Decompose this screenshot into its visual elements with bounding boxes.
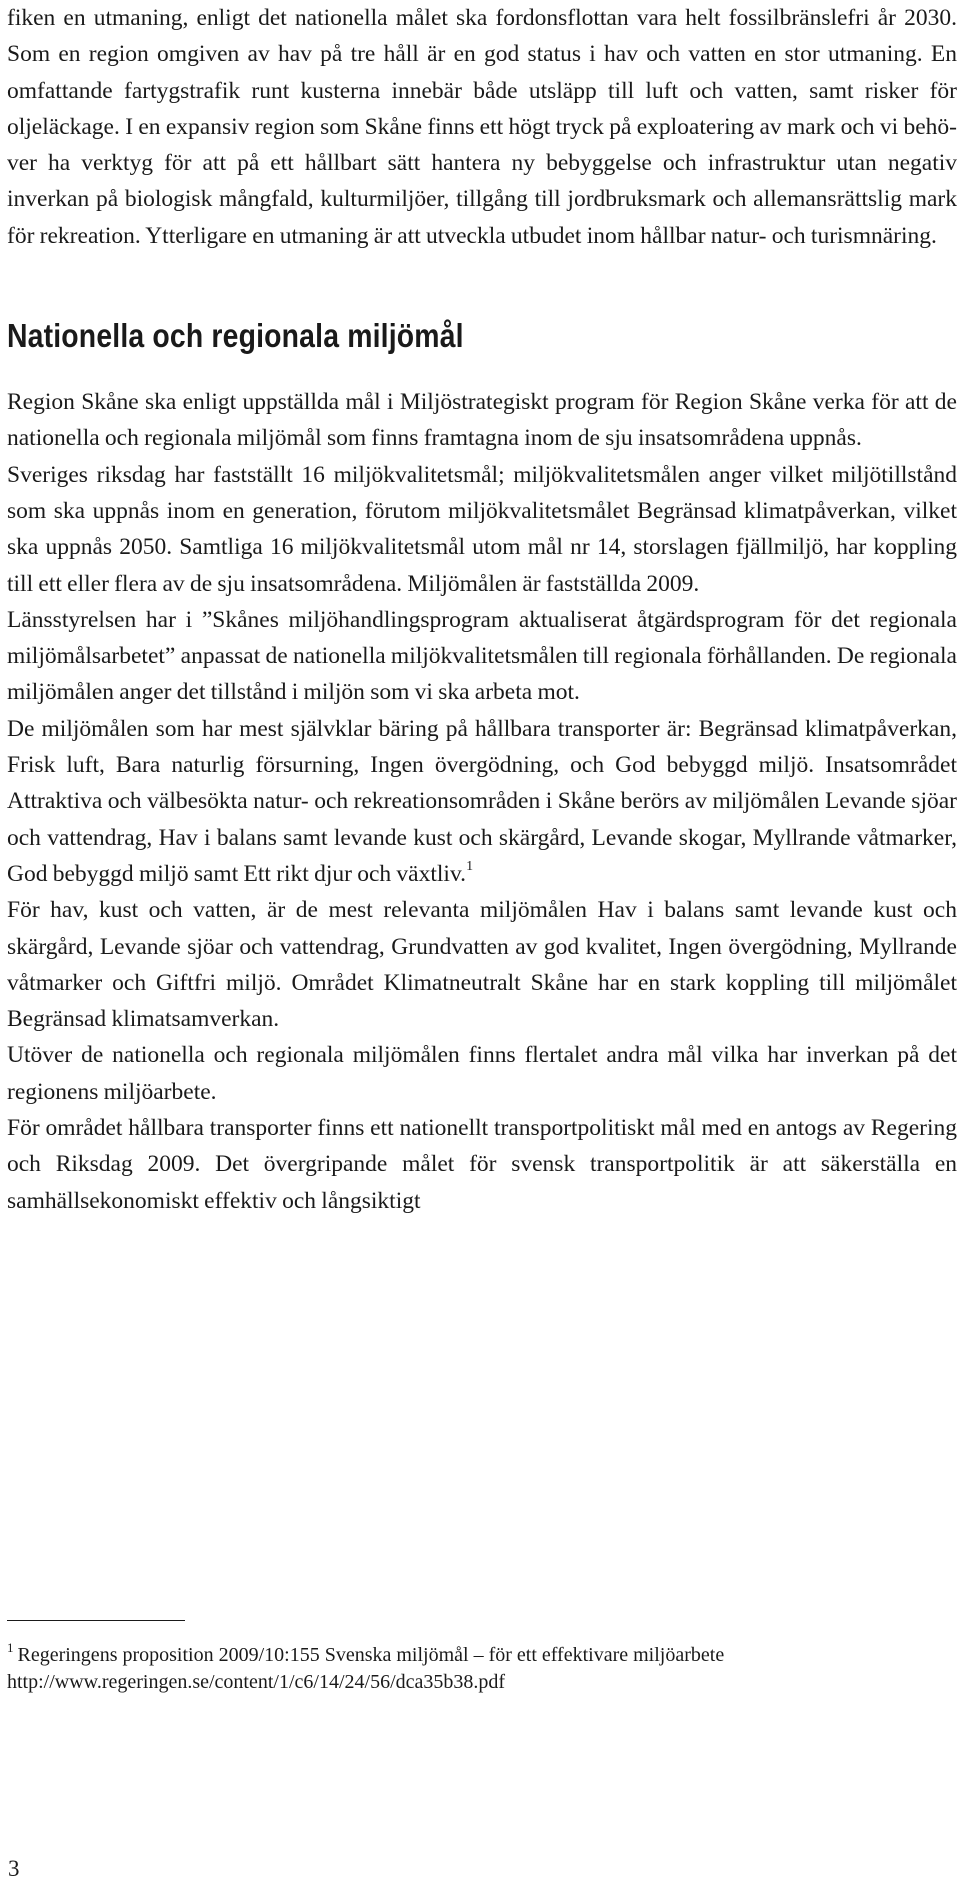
footnote-link[interactable]: http://www.regeringen.se/content/1/c6/14/24/56/dca35b38.pdf	[7, 1671, 506, 1693]
paragraph-transport-policy: För området hållbara transporter finns ett nationellt transportpolitiskt mål med en antogs av Regering och Riksdag 2009. Det övergripande målet för svensk transportpolitik är att säkerställa en samhällsekonomiskt effektiv och långsiktigt	[7, 1115, 957, 1214]
paragraph-lansstyrelsen: Länsstyrelsen har i ”Skånes miljöhandlingsprogram aktualiserat åtgärdsprogram för det regionala miljömålsarbetet” anpassat de nationella miljökvalitetsmålen till regionala förhållanden. De regionala miljömålen anger det tillstånd i miljön som vi ska arbeta mot.	[7, 606, 957, 706]
footnote-number: 1	[7, 1640, 14, 1655]
footnote	[7, 1642, 957, 1696]
footnote-line-1	[7, 1642, 957, 1669]
page-number: 3	[8, 1856, 20, 1881]
paragraph-riksdag-goals: Sveriges riksdag har fastställt 16 miljökvalitetsmål; miljökvalitetsmålen anger vilket miljötillstånd som ska uppnås inom en generation, förutom miljökvalitetsmålet Begränsad klimatpåverkan, vilket ska uppnås 2050. Samtliga 16 miljökvalitetsmål utom mål nr 14, storslagen fjällmiljö, har koppling till ett eller flera av de sju insatsområdena. Miljömålen är fastställda 2009.	[7, 461, 957, 597]
paragraph-hav-kust-vatten: För hav, kust och vatten, är de mest relevanta miljömålen Hav i balans samt levande kust och skärgård, Levande sjöar och vattendrag, Grundvatten av god kvalitet, Ingen övergödning, Myllrande våtmarker och Giftfri miljö. Området Klimatneutralt Skåne har en stark koppling till miljömålet Begränsad klimatsamverkan.	[7, 897, 957, 1033]
intro-paragraph: fiken en utmaning, enligt det nationella målet ska fordonsflottan vara helt fossilbränslefri år 2030. Som en region omgiven av hav på tre håll är en god status i hav och vatten en stor utmaning. En omfattande fartygstrafik runt kusterna innebär både utsläpp till luft och vatten, samt risker för oljeläckage. I en expansiv region som Skåne finns ett högt tryck på exploatering av mark och vi behöver ha verktyg för att på ett hållbart sätt hantera ny bebyggelse och infrastruktur utan negativ inverkan på biologisk mångfald, kulturmiljöer, tillgång till jordbruksmark och allemansrättslig mark för rekreation. Ytterligare en utmaning är att utveckla utbudet inom hållbar natur- och turismnäring.	[7, 5, 957, 249]
section-heading: Nationella och regionala miljömål	[7, 317, 464, 355]
paragraph-transport-goals	[7, 711, 957, 892]
footnote-text: Regeringens proposition 2009/10:155 Svenska miljömål – för ett effektivare miljöarbete	[17, 1644, 725, 1666]
footnote-divider	[7, 1620, 185, 1621]
paragraph-other-goals: Utöver de nationella och regionala miljömålen finns flertalet andra mål vilka har inverkan på det regionens miljöarbete.	[7, 1042, 957, 1105]
page-content	[7, 0, 957, 1219]
paragraph-transport-goals-text: De miljömålen som har mest självklar bäring på hållbara transporter är: Begränsad klimatpåverkan, Frisk luft, Bara naturlig försurning, Ingen övergödning, och God bebyggd miljö. Insatsområdet Attraktiva och välbesökta natur- och rekreationsområden i Skåne berörs av miljömålen Levande sjöar och vattendrag, Hav i balans samt levande kust och skärgård, Levande skogar, Myllrande våtmarker, God bebyggd miljö samt Ett rikt djur och växtliv.	[7, 715, 957, 887]
paragraph-region-skane: Region Skåne ska enligt uppställda mål i Miljöstrategiskt program för Region Skåne verka för att de nationella och regionala miljömål som finns framtagna inom de sju insatsområdena uppnås.	[7, 389, 957, 452]
footnote-reference[interactable]: 1	[466, 858, 474, 874]
